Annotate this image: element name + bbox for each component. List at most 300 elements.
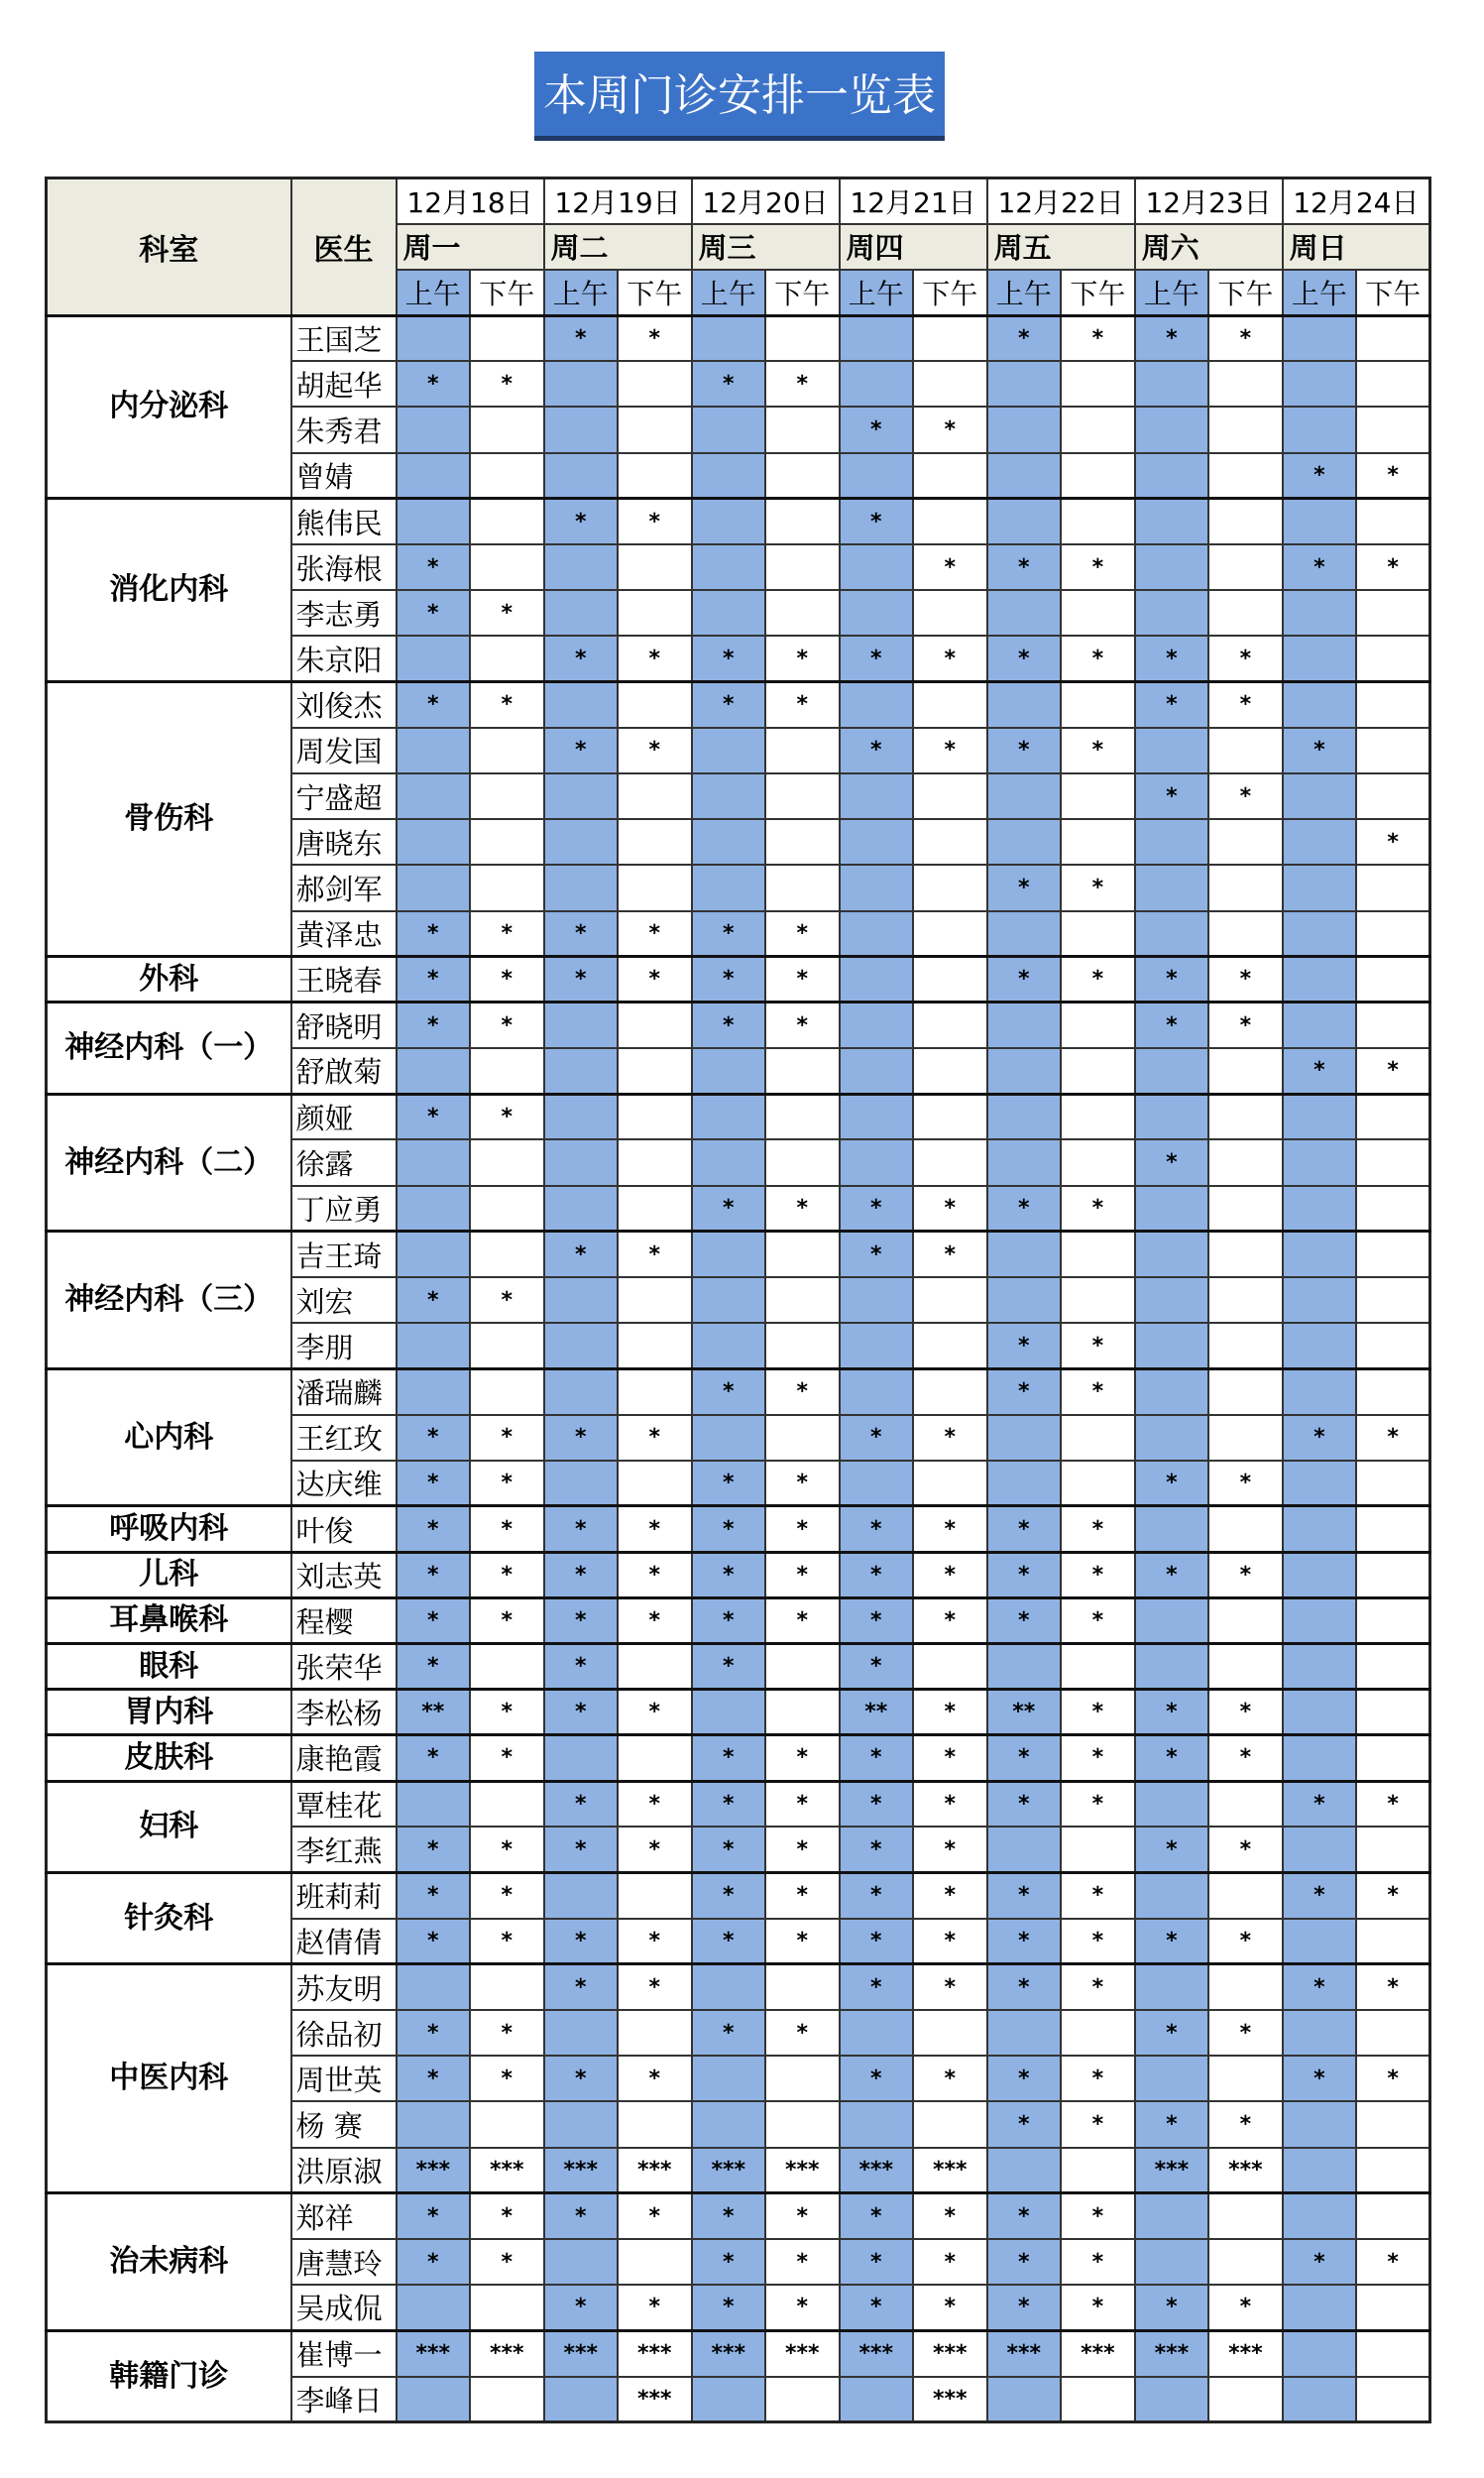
- schedule-slot: [1135, 2239, 1209, 2285]
- schedule-slot: [913, 590, 987, 636]
- doctor-name: 张荣华: [291, 1644, 397, 1690]
- schedule-slot: *: [692, 2239, 766, 2285]
- header-date: 12月24日: [1283, 178, 1430, 224]
- schedule-slot: *: [692, 1186, 766, 1232]
- schedule-slot: ***: [692, 2330, 766, 2376]
- schedule-slot: *: [1283, 1415, 1357, 1461]
- schedule-slot: *: [397, 957, 471, 1003]
- schedule-slot: [913, 865, 987, 910]
- schedule-slot: [544, 453, 619, 499]
- schedule-slot: *: [397, 911, 471, 957]
- schedule-slot: *: [987, 1186, 1062, 1232]
- doctor-name: 郑祥: [291, 2193, 397, 2239]
- header-row-dates: [47, 178, 1430, 224]
- schedule-slot: *: [544, 1415, 619, 1461]
- schedule-slot: [1135, 1232, 1209, 1277]
- schedule-slot: [987, 361, 1062, 407]
- schedule-slot: *: [1356, 453, 1430, 499]
- schedule-slot: *: [913, 2193, 987, 2239]
- schedule-slot: *: [1061, 2101, 1135, 2147]
- doctor-name: 徐品初: [291, 2010, 397, 2056]
- schedule-slot: [544, 361, 619, 407]
- schedule-slot: *: [397, 1552, 471, 1597]
- schedule-slot: [1283, 1139, 1357, 1185]
- schedule-slot: [765, 819, 840, 865]
- schedule-slot: ***: [1208, 2330, 1283, 2376]
- schedule-slot: *: [765, 2010, 840, 2056]
- schedule-slot: [1283, 636, 1357, 681]
- schedule-slot: [987, 773, 1062, 819]
- schedule-slot: [1283, 2377, 1357, 2422]
- schedule-slot: [1356, 1735, 1430, 1781]
- schedule-slot: [913, 1139, 987, 1185]
- schedule-slot: *: [544, 911, 619, 957]
- schedule-slot: *: [987, 1552, 1062, 1597]
- schedule-slot: *: [397, 1415, 471, 1461]
- doctor-name: 朱京阳: [291, 636, 397, 681]
- schedule-slot: *: [765, 2193, 840, 2239]
- schedule-slot: *: [544, 315, 619, 361]
- doctor-name: 吉王琦: [291, 1232, 397, 1277]
- schedule-slot: *: [618, 1781, 692, 1827]
- schedule-slot: *: [913, 1506, 987, 1552]
- schedule-slot: *: [765, 1735, 840, 1781]
- schedule-slot: [618, 1139, 692, 1185]
- schedule-slot: [470, 1186, 544, 1232]
- schedule-slot: [1135, 407, 1209, 452]
- schedule-slot: [692, 590, 766, 636]
- schedule-slot: [618, 2101, 692, 2147]
- department-name: 外科: [47, 957, 291, 1003]
- page-title: 本周门诊安排一览表: [534, 52, 945, 141]
- department-name: 心内科: [47, 1368, 291, 1506]
- schedule-slot: [692, 315, 766, 361]
- schedule-slot: *: [987, 1368, 1062, 1414]
- doctor-name: 舒晓明: [291, 1003, 397, 1048]
- schedule-slot: *: [397, 1827, 471, 1872]
- schedule-slot: [1283, 2148, 1357, 2193]
- schedule-slot: *: [765, 2285, 840, 2330]
- schedule-slot: *: [840, 1506, 914, 1552]
- schedule-slot: [1208, 544, 1283, 590]
- schedule-slot: *: [1135, 636, 1209, 681]
- schedule-slot: [1135, 1781, 1209, 1827]
- schedule-slot: *: [1061, 2193, 1135, 2239]
- schedule-slot: [765, 453, 840, 499]
- schedule-slot: [618, 1368, 692, 1414]
- schedule-slot: [1356, 1552, 1430, 1597]
- schedule-slot: [470, 2101, 544, 2147]
- schedule-slot: *: [544, 957, 619, 1003]
- schedule-slot: [618, 2239, 692, 2285]
- schedule-slot: *: [1061, 865, 1135, 910]
- schedule-slot: *: [1283, 544, 1357, 590]
- schedule-slot: [913, 911, 987, 957]
- schedule-slot: [765, 2056, 840, 2101]
- schedule-slot: *: [470, 1415, 544, 1461]
- schedule-slot: [1356, 728, 1430, 773]
- schedule-slot: *: [544, 1597, 619, 1643]
- schedule-slot: *: [692, 1552, 766, 1597]
- schedule-slot: *: [913, 1781, 987, 1827]
- schedule-slot: [1283, 1690, 1357, 1735]
- schedule-slot: [1283, 1277, 1357, 1323]
- schedule-slot: [1283, 682, 1357, 728]
- schedule-slot: *: [840, 1919, 914, 1964]
- schedule-slot: [544, 1139, 619, 1185]
- schedule-slot: *: [1356, 1415, 1430, 1461]
- header-am: 上午: [1283, 270, 1357, 315]
- schedule-slot: *: [840, 2285, 914, 2330]
- schedule-slot: [1208, 1872, 1283, 1918]
- schedule-slot: [544, 1186, 619, 1232]
- schedule-slot: *: [913, 1964, 987, 2010]
- schedule-slot: [1208, 728, 1283, 773]
- schedule-slot: *: [397, 1872, 471, 1918]
- schedule-slot: *: [765, 1461, 840, 1506]
- schedule-slot: [1356, 361, 1430, 407]
- schedule-slot: [1283, 911, 1357, 957]
- schedule-slot: *: [544, 1644, 619, 1690]
- doctor-name: 赵倩倩: [291, 1919, 397, 1964]
- schedule-slot: *: [618, 1919, 692, 1964]
- header-doctor: 医生: [291, 178, 397, 316]
- schedule-slot: [397, 773, 471, 819]
- schedule-slot: *: [397, 1644, 471, 1690]
- schedule-slot: [987, 1048, 1062, 1094]
- schedule-slot: [544, 2010, 619, 2056]
- header-date: 12月23日: [1135, 178, 1283, 224]
- schedule-slot: *: [1356, 1872, 1430, 1918]
- schedule-slot: [470, 1139, 544, 1185]
- schedule-slot: [1208, 1094, 1283, 1139]
- schedule-slot: ***: [765, 2148, 840, 2193]
- schedule-slot: *: [765, 911, 840, 957]
- schedule-slot: [470, 1323, 544, 1368]
- schedule-slot: [765, 1094, 840, 1139]
- schedule-slot: *: [765, 1872, 840, 1918]
- schedule-slot: ***: [397, 2148, 471, 2193]
- schedule-slot: ***: [544, 2330, 619, 2376]
- header-pm: 下午: [765, 270, 840, 315]
- schedule-slot: [1356, 2193, 1430, 2239]
- schedule-slot: [618, 1277, 692, 1323]
- schedule-slot: *: [544, 1232, 619, 1277]
- schedule-slot: *: [470, 1827, 544, 1872]
- schedule-slot: [1208, 1048, 1283, 1094]
- schedule-slot: *: [1061, 1735, 1135, 1781]
- schedule-slot: [1356, 773, 1430, 819]
- doctor-name: 郝剑军: [291, 865, 397, 910]
- schedule-slot: [470, 407, 544, 452]
- doctor-name: 吴成侃: [291, 2285, 397, 2330]
- schedule-slot: ***: [544, 2148, 619, 2193]
- schedule-slot: [1135, 499, 1209, 544]
- schedule-slot: [1356, 1094, 1430, 1139]
- schedule-slot: [618, 544, 692, 590]
- schedule-slot: [1283, 2193, 1357, 2239]
- schedule-slot: [913, 1644, 987, 1690]
- schedule-slot: [1356, 1232, 1430, 1277]
- schedule-slot: *: [1135, 1552, 1209, 1597]
- schedule-slot: *: [913, 2056, 987, 2101]
- schedule-slot: ***: [618, 2377, 692, 2422]
- schedule-slot: *: [470, 1506, 544, 1552]
- table-row: [47, 1597, 1430, 1643]
- schedule-slot: [1356, 865, 1430, 910]
- schedule-slot: [840, 315, 914, 361]
- schedule-slot: *: [840, 407, 914, 452]
- schedule-slot: *: [397, 1277, 471, 1323]
- schedule-slot: [1356, 1919, 1430, 1964]
- schedule-slot: [765, 315, 840, 361]
- schedule-slot: *: [1061, 2285, 1135, 2330]
- schedule-slot: [618, 2010, 692, 2056]
- schedule-slot: [397, 1323, 471, 1368]
- schedule-slot: [618, 865, 692, 910]
- table-row: [47, 682, 1430, 728]
- schedule-slot: ***: [987, 2330, 1062, 2376]
- schedule-slot: *: [692, 911, 766, 957]
- schedule-slot: [1283, 315, 1357, 361]
- schedule-slot: [765, 1277, 840, 1323]
- schedule-slot: *: [840, 1552, 914, 1597]
- schedule-slot: ***: [692, 2148, 766, 2193]
- schedule-slot: [913, 1368, 987, 1414]
- schedule-slot: [397, 865, 471, 910]
- schedule-slot: [1135, 1277, 1209, 1323]
- schedule-slot: *: [618, 957, 692, 1003]
- schedule-slot: [692, 728, 766, 773]
- schedule-slot: *: [397, 1506, 471, 1552]
- schedule-slot: [1283, 1461, 1357, 1506]
- header-pm: 下午: [618, 270, 692, 315]
- schedule-slot: *: [1135, 1735, 1209, 1781]
- schedule-slot: [692, 499, 766, 544]
- schedule-slot: *: [1208, 1919, 1283, 1964]
- doctor-name: 崔博一: [291, 2330, 397, 2376]
- schedule-slot: [1356, 2148, 1430, 2193]
- schedule-slot: [544, 1003, 619, 1048]
- schedule-slot: [765, 499, 840, 544]
- schedule-slot: [1283, 2010, 1357, 2056]
- schedule-slot: *: [618, 1232, 692, 1277]
- schedule-slot: *: [1135, 682, 1209, 728]
- schedule-slot: [470, 315, 544, 361]
- schedule-slot: [1356, 2010, 1430, 2056]
- schedule-slot: *: [692, 682, 766, 728]
- schedule-slot: ***: [840, 2330, 914, 2376]
- schedule-slot: [840, 1139, 914, 1185]
- schedule-slot: [397, 315, 471, 361]
- table-row: [47, 2193, 1430, 2239]
- schedule-slot: [1356, 1186, 1430, 1232]
- schedule-slot: [544, 1094, 619, 1139]
- schedule-slot: [987, 2148, 1062, 2193]
- schedule-slot: [987, 499, 1062, 544]
- schedule-slot: *: [1356, 1781, 1430, 1827]
- schedule-slot: *: [765, 1919, 840, 1964]
- schedule-slot: [618, 407, 692, 452]
- schedule-slot: *: [544, 728, 619, 773]
- schedule-slot: *: [1061, 2056, 1135, 2101]
- schedule-slot: [840, 911, 914, 957]
- schedule-slot: [692, 865, 766, 910]
- schedule-slot: [1135, 1964, 1209, 2010]
- schedule-slot: *: [1208, 636, 1283, 681]
- schedule-slot: [1061, 361, 1135, 407]
- schedule-slot: [544, 2101, 619, 2147]
- table-row: [47, 1964, 1430, 2010]
- schedule-slot: [397, 1139, 471, 1185]
- schedule-slot: [1356, 407, 1430, 452]
- schedule-slot: *: [913, 1827, 987, 1872]
- table-row: [47, 1368, 1430, 1414]
- schedule-slot: [987, 682, 1062, 728]
- schedule-slot: *: [1135, 957, 1209, 1003]
- schedule-slot: [544, 407, 619, 452]
- schedule-slot: *: [397, 1735, 471, 1781]
- schedule-slot: [840, 544, 914, 590]
- schedule-slot: [692, 1690, 766, 1735]
- schedule-slot: [1356, 1368, 1430, 1414]
- schedule-slot: [470, 1368, 544, 1414]
- schedule-slot: *: [987, 728, 1062, 773]
- schedule-slot: [840, 2101, 914, 2147]
- schedule-slot: *: [987, 1735, 1062, 1781]
- schedule-slot: [544, 590, 619, 636]
- doctor-name: 覃桂花: [291, 1781, 397, 1827]
- doctor-name: 曾婧: [291, 453, 397, 499]
- doctor-name: 唐晓东: [291, 819, 397, 865]
- doctor-name: 王红玫: [291, 1415, 397, 1461]
- schedule-slot: [1135, 590, 1209, 636]
- schedule-slot: **: [397, 1690, 471, 1735]
- schedule-slot: *: [1208, 1461, 1283, 1506]
- schedule-slot: [1356, 636, 1430, 681]
- schedule-slot: [1135, 453, 1209, 499]
- doctor-name: 杨 赛: [291, 2101, 397, 2147]
- schedule-slot: *: [987, 865, 1062, 910]
- schedule-slot: [692, 2056, 766, 2101]
- schedule-slot: [1356, 2377, 1430, 2422]
- schedule-slot: [618, 1048, 692, 1094]
- schedule-slot: [618, 1003, 692, 1048]
- doctor-name: 程樱: [291, 1597, 397, 1643]
- schedule-slot: [1135, 1186, 1209, 1232]
- schedule-slot: [1061, 819, 1135, 865]
- schedule-slot: [618, 1461, 692, 1506]
- schedule-slot: *: [1283, 728, 1357, 773]
- schedule-slot: [1208, 1506, 1283, 1552]
- header-date: 12月19日: [544, 178, 692, 224]
- schedule-slot: [470, 499, 544, 544]
- schedule-slot: [987, 1003, 1062, 1048]
- schedule-slot: *: [1135, 2285, 1209, 2330]
- schedule-slot: [1135, 1048, 1209, 1094]
- schedule-slot: *: [765, 1781, 840, 1827]
- schedule-slot: *: [1061, 1781, 1135, 1827]
- schedule-slot: [544, 2239, 619, 2285]
- schedule-slot: [765, 1232, 840, 1277]
- schedule-slot: [1135, 1872, 1209, 1918]
- header-weekday: 周三: [692, 224, 840, 270]
- schedule-slot: [1283, 1323, 1357, 1368]
- schedule-slot: *: [692, 1735, 766, 1781]
- schedule-slot: [1208, 1415, 1283, 1461]
- schedule-slot: *: [618, 636, 692, 681]
- schedule-slot: [1283, 1827, 1357, 1872]
- table-row: [47, 957, 1430, 1003]
- schedule-slot: [1283, 1186, 1357, 1232]
- schedule-slot: [840, 1461, 914, 1506]
- schedule-slot: [544, 682, 619, 728]
- schedule-slot: [1061, 1139, 1135, 1185]
- schedule-slot: *: [1135, 1690, 1209, 1735]
- schedule-slot: [1208, 2377, 1283, 2422]
- department-name: 妇科: [47, 1781, 291, 1872]
- schedule-slot: [1208, 1644, 1283, 1690]
- table-row: [47, 1506, 1430, 1552]
- schedule-slot: [1061, 1644, 1135, 1690]
- schedule-slot: *: [1061, 315, 1135, 361]
- schedule-table: [45, 177, 1431, 2423]
- schedule-slot: [618, 361, 692, 407]
- schedule-slot: [1283, 2330, 1357, 2376]
- schedule-slot: [765, 407, 840, 452]
- schedule-slot: *: [913, 1919, 987, 1964]
- department-name: 治未病科: [47, 2193, 291, 2331]
- schedule-slot: *: [913, 1690, 987, 1735]
- schedule-slot: [1208, 2056, 1283, 2101]
- schedule-slot: [544, 544, 619, 590]
- schedule-slot: *: [913, 1735, 987, 1781]
- schedule-slot: [987, 2377, 1062, 2422]
- schedule-slot: [765, 2101, 840, 2147]
- schedule-slot: *: [544, 1919, 619, 1964]
- schedule-slot: [913, 2101, 987, 2147]
- doctor-name: 苏友明: [291, 1964, 397, 2010]
- schedule-slot: *: [1135, 1139, 1209, 1185]
- schedule-slot: [1283, 1368, 1357, 1414]
- schedule-slot: *: [840, 1415, 914, 1461]
- schedule-slot: ***: [1208, 2148, 1283, 2193]
- schedule-slot: [1283, 499, 1357, 544]
- schedule-slot: [1135, 819, 1209, 865]
- schedule-slot: *: [987, 2101, 1062, 2147]
- schedule-slot: [1356, 911, 1430, 957]
- doctor-name: 潘瑞麟: [291, 1368, 397, 1414]
- schedule-slot: [1061, 2377, 1135, 2422]
- schedule-slot: [1061, 682, 1135, 728]
- schedule-slot: *: [1135, 2010, 1209, 2056]
- schedule-slot: [618, 1735, 692, 1781]
- schedule-slot: [692, 1094, 766, 1139]
- table-row: [47, 1735, 1430, 1781]
- schedule-slot: *: [397, 2010, 471, 2056]
- schedule-slot: [987, 1827, 1062, 1872]
- schedule-slot: [1208, 1232, 1283, 1277]
- department-name: 内分泌科: [47, 315, 291, 499]
- schedule-slot: *: [470, 2010, 544, 2056]
- schedule-slot: *: [840, 1735, 914, 1781]
- table-row: [47, 1690, 1430, 1735]
- schedule-slot: *: [1283, 2239, 1357, 2285]
- schedule-slot: [618, 1323, 692, 1368]
- schedule-slot: *: [765, 1827, 840, 1872]
- schedule-slot: [1208, 911, 1283, 957]
- schedule-slot: *: [470, 1461, 544, 1506]
